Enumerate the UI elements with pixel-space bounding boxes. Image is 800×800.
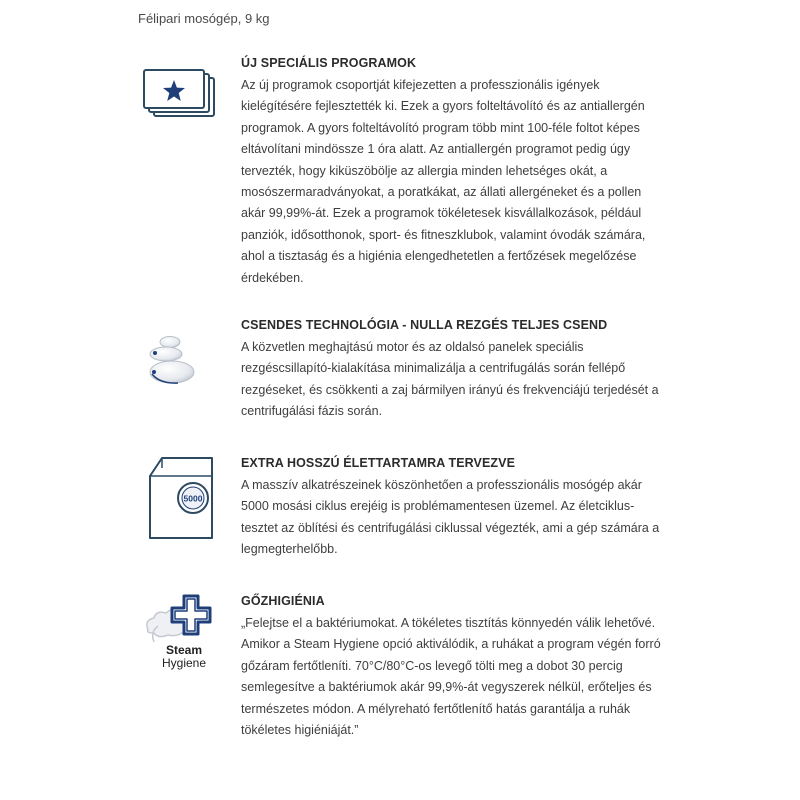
feature-description: Az új programok csoportját kifejezetten a professzionális igények kielégítésére fejlesztették ki. Ezek a gyors folteltávolító és az antiallergén programok. A gyors folteltávolító program több mint 100-féle foltot képes eltávolítani mindössze 1 óra alatt. Az antiallergén programot pedig úgy tervezték, hogy kiküszöbölje az allergia minden lehetséges okát, a mosószermaradványokat, a poratkákat, az állati allergéneket és a pollen akár 99,99%-át. Ezek a programok tökéletesek kisvállalkozások, például panziók, idősotthonok, sport- és fitneszklubok, valamint óvodák számára, ahol a tisztaság és a higiénia elengedhetetlen a fertőzések megelőzése érdekében. [241,78,646,285]
stacked-stones-icon [138,316,228,406]
special-programs-star-icon [138,54,228,144]
feature-title: CSENDES TECHNOLÓGIA - NULLA REZGÉS TELJES CSEND [241,318,608,332]
feature-description: A közvetlen meghajtású motor és az oldalsó panelek speciális rezgéscsillapító-kialakítása minimalizálja a centrifugálás során fellépő rezgéseket, és csökkenti a zaj bármilyen irányú és frekvenciájú terjedését a centrifugálási fázis során. [241,340,659,419]
steam-label: Steam [165,643,203,657]
hygiene-label: Hygiene [161,656,207,670]
feature-title: EXTRA HOSSZÚ ÉLETTARTAMRA TERVEZVE [241,456,516,470]
feature-description: A masszív alkatrészeinek köszönhetően a professzionális mosógép akár 5000 mosási ciklus erejéig is problémamentesen üzemel. Az életciklus-tesztet az öblítési és centrifugálási ciklussal végezték, ami a gép számára a legmegterhelőbb. [241,478,660,557]
5000-badge: 5000 [183,493,203,504]
steam-hygiene-icon [138,592,228,682]
feature-description: „Felejtse el a baktériumokat. A tökéletes tisztítás könnyedén válik lehetővé. Amikor a Steam Hygiene opció aktiválódik, a ruhákat a program végén forró gőzáram fertőtleníti. 70°C/80°C-os levegő tölti meg a dobot 30 percig semlegesítve a baktériumok akár 99,9%-át vegyszerek nélkül, erőteljes és természetes módon. A mélyreható fertőtlenítő hatás garantálja a ruhák tökéletes higiéniáját.” [241,616,661,738]
page-header: Félipari mosógép, 9 kg [138,11,270,26]
feature-title: ÚJ SPECIÁLIS PROGRAMOK [241,56,417,70]
washing-machine-5000-icon [138,454,228,544]
feature-title: GŐZHIGIÉNIA [241,594,325,608]
